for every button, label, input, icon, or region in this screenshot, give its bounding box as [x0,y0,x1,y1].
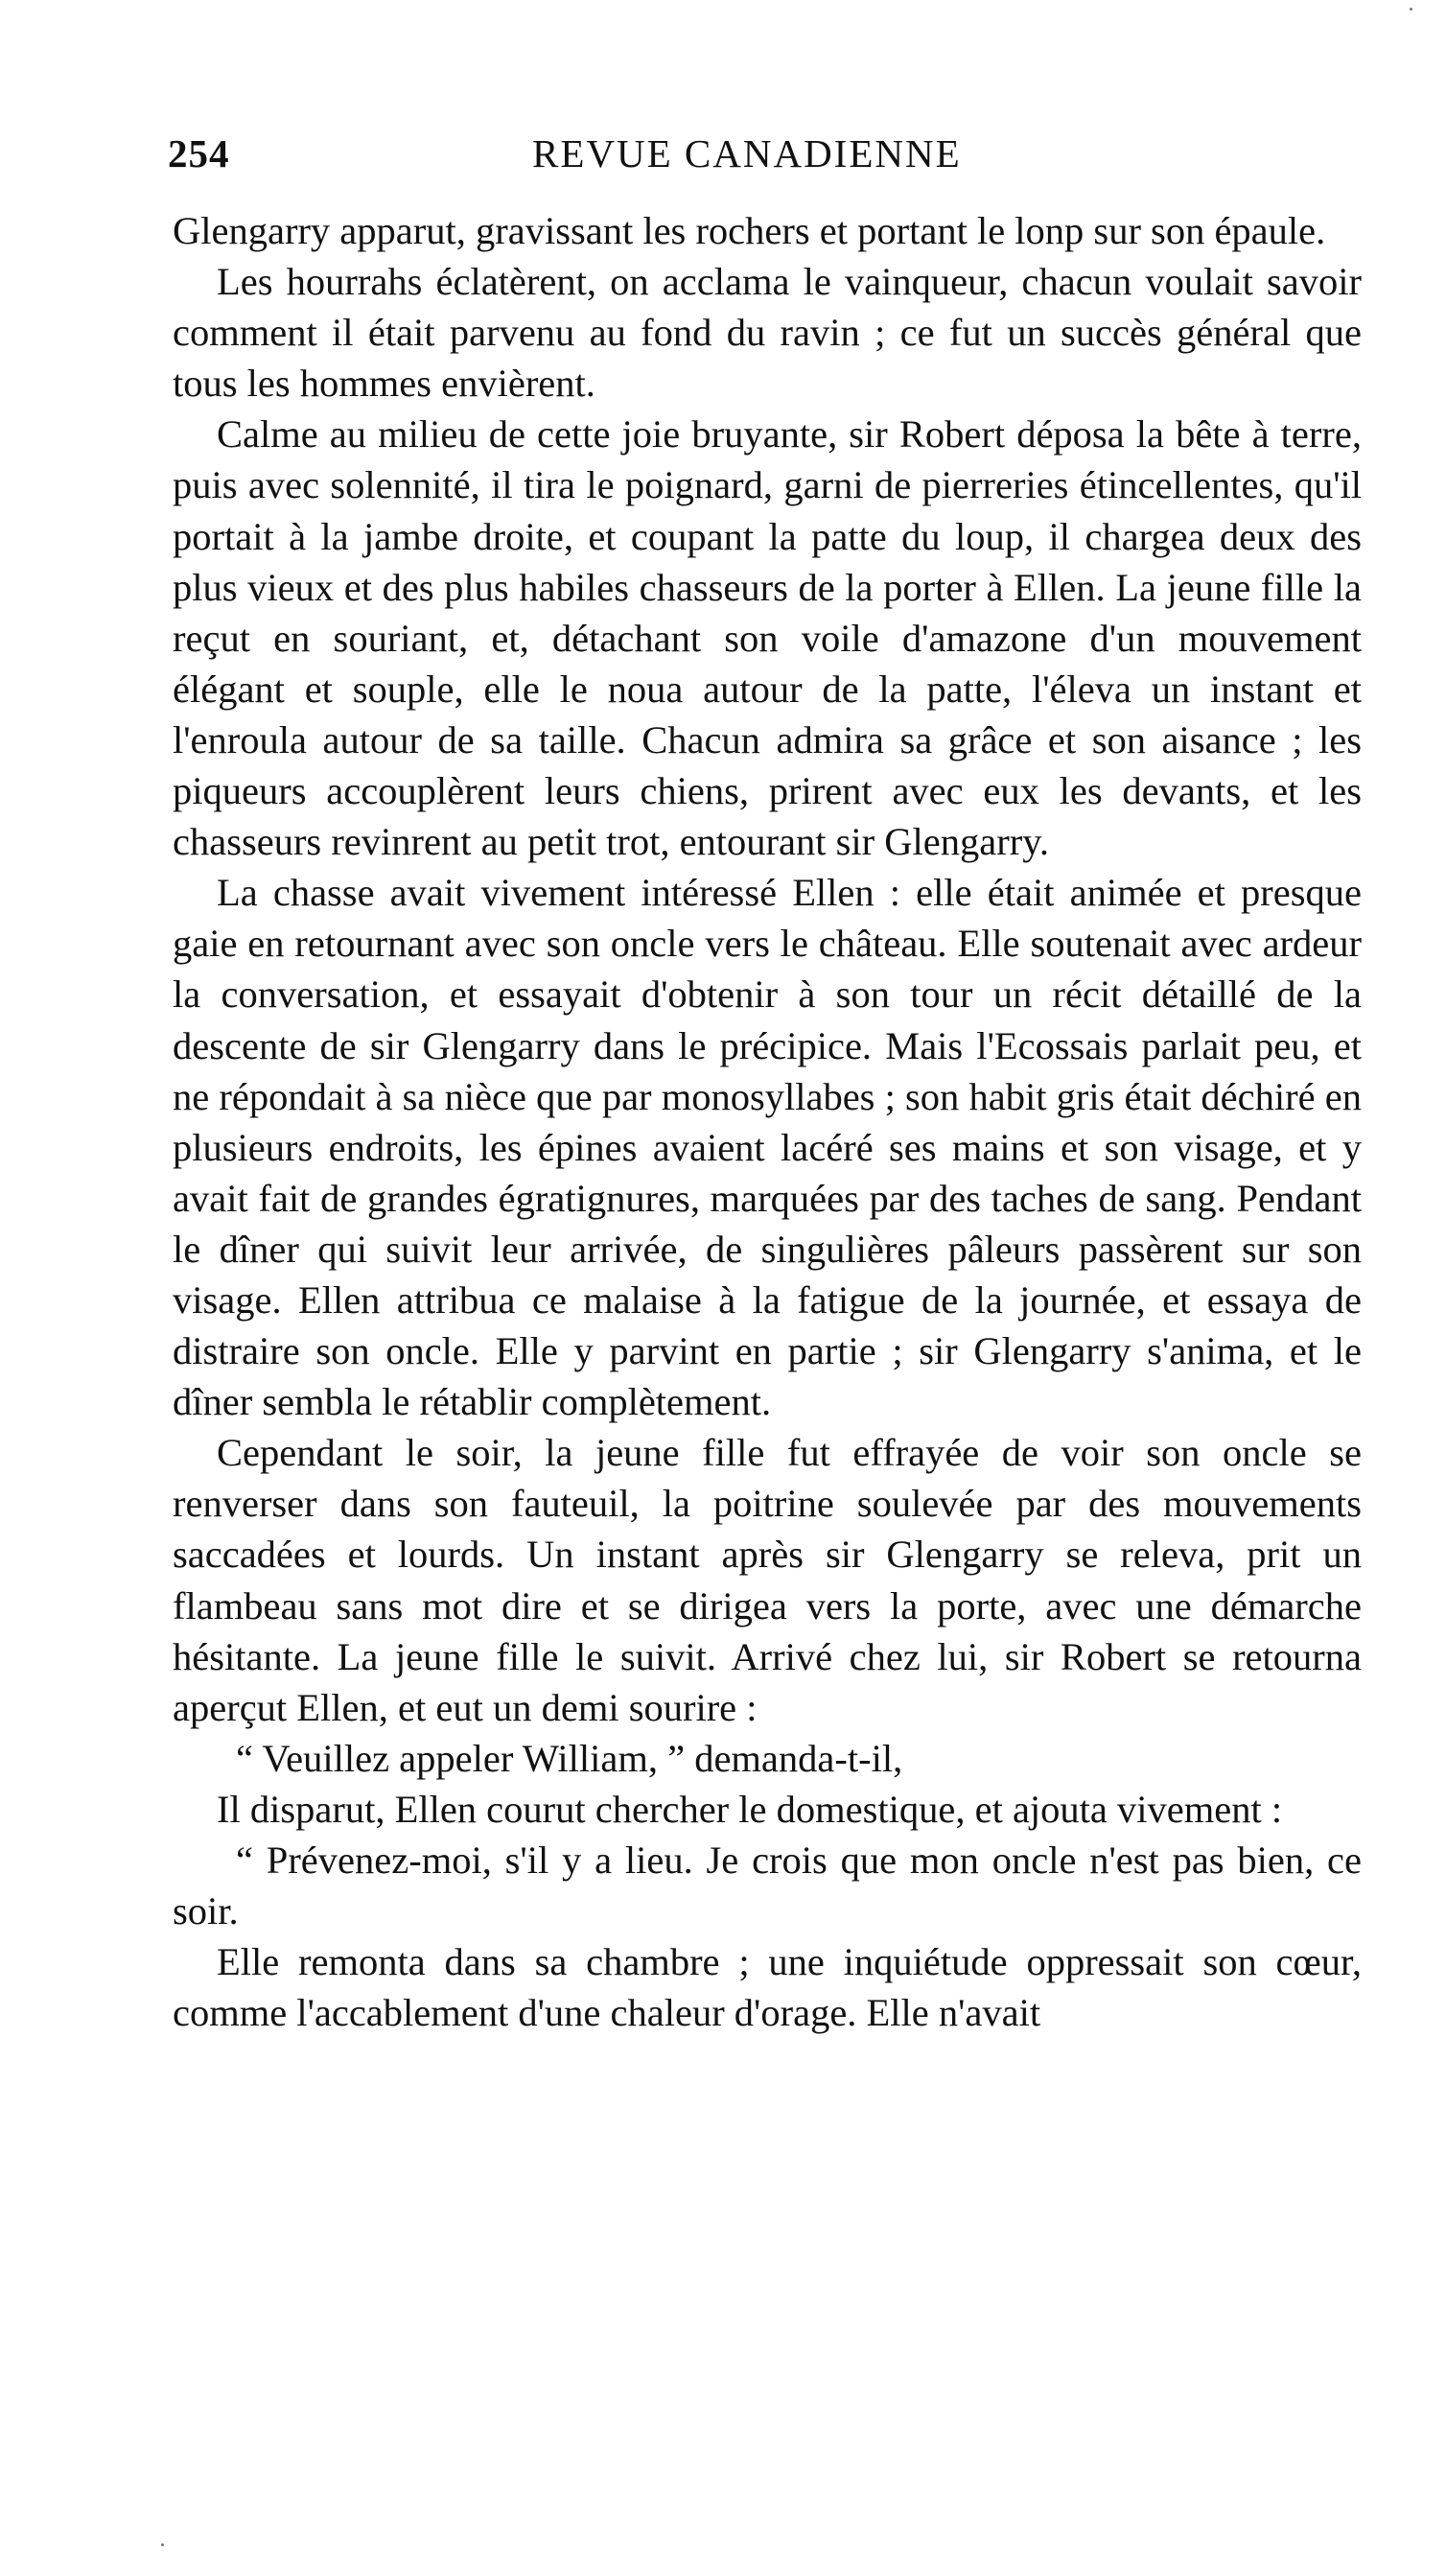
paragraph-6: Il disparut, Ellen courut chercher le domestique, et ajouta vivement : [217,1787,1283,1831]
paragraph-2: Les hourrahs éclatèrent, on acclama le vainqueur, chacun voulait savoir comment il était parvenu au fond du ravin ; ce fut un succès général que tous les hommes envièrent. [173,260,1362,406]
paragraph-1: Glengarry apparut, gravissant les rochers et portant le lonp sur son épaule. [173,209,1326,252]
paragraph-4: La chasse avait vivement intéressé Ellen : elle était animée et presque gaie en retournant avec son oncle vers le château. Elle soutenait avec ardeur la conversation, et essayait d'obtenir à son tour un récit détaillé de la descente de sir Glengarry dans le précipice. Mais l'Ecossais parlait peu, et ne répondait à sa nièce que par monosyllabes ; son habit gris était déchiré en plusieurs endroits, les épines avaient lacéré ses mains et son visage, et y avait fait de grandes égratignures, marquées par des taches de sang. Pendant le dîner qui suivit leur arrivée, de singulières pâleurs passèrent sur son visage. Ellen attribua ce malaise à la fatigue de la journée, et essaya de distraire son oncle. Elle y parvint en partie ; sir Glengarry s'anima, et le dîner sembla le rétablir complètement. [173,871,1362,1424]
scan-speck [161,2543,164,2546]
paragraph-5: Cependant le soir, la jeune fille fut effrayée de voir son oncle se renverser dans son fauteuil, la poitrine soulevée par des mouvements saccadées et lourds. Un instant après sir Glengarry se releva, prit un flambeau sans mot dire et se dirigea vers la porte, avec une démarche hésitante. La jeune fille le suivit. Arrivé chez lui, sir Robert se retourna aperçut Ellen, et eut un demi sourire : [173,1431,1362,1729]
paragraph-3: Calme au milieu de cette joie bruyante, sir Robert déposa la bête à terre, puis avec solennité, il tira le poignard, garni de pierreries étincellentes, qu'il portait à la jambe droite, et coupant la patte du loup, il chargea deux des plus vieux et des plus habiles chasseurs de la porter à Ellen. La jeune fille la reçut en souriant, et, détachant son voile d'amazone d'un mouvement élégant et souple, elle le noua autour de la patte, l'éleva un instant et l'enroula autour de sa taille. Chacun admira sa grâce et son aisance ; les piqueurs accouplèrent leurs chiens, prirent avec eux les devants, et les chasseurs revinrent au petit trot, entourant sir Glengarry. [173,412,1362,864]
scan-speck [1410,8,1412,11]
dialog-line-2: “ Prévenez-moi, s'il y a lieu. Je crois que mon oncle n'est pas bien, ce soir. [173,1838,1362,1933]
dialog-line-1: “ Veuillez appeler William, ” demanda-t-il, [236,1736,903,1780]
paragraph-7: Elle remonta dans sa chambre ; une inquiétude oppressait son cœur, comme l'accablement d'une chaleur d'orage. Elle n'avait [173,1940,1362,2035]
page-header [168,130,1366,188]
body-text [173,205,1362,2038]
page-number: 254 [168,131,230,176]
running-title: REVUE CANADIENNE [532,131,962,176]
